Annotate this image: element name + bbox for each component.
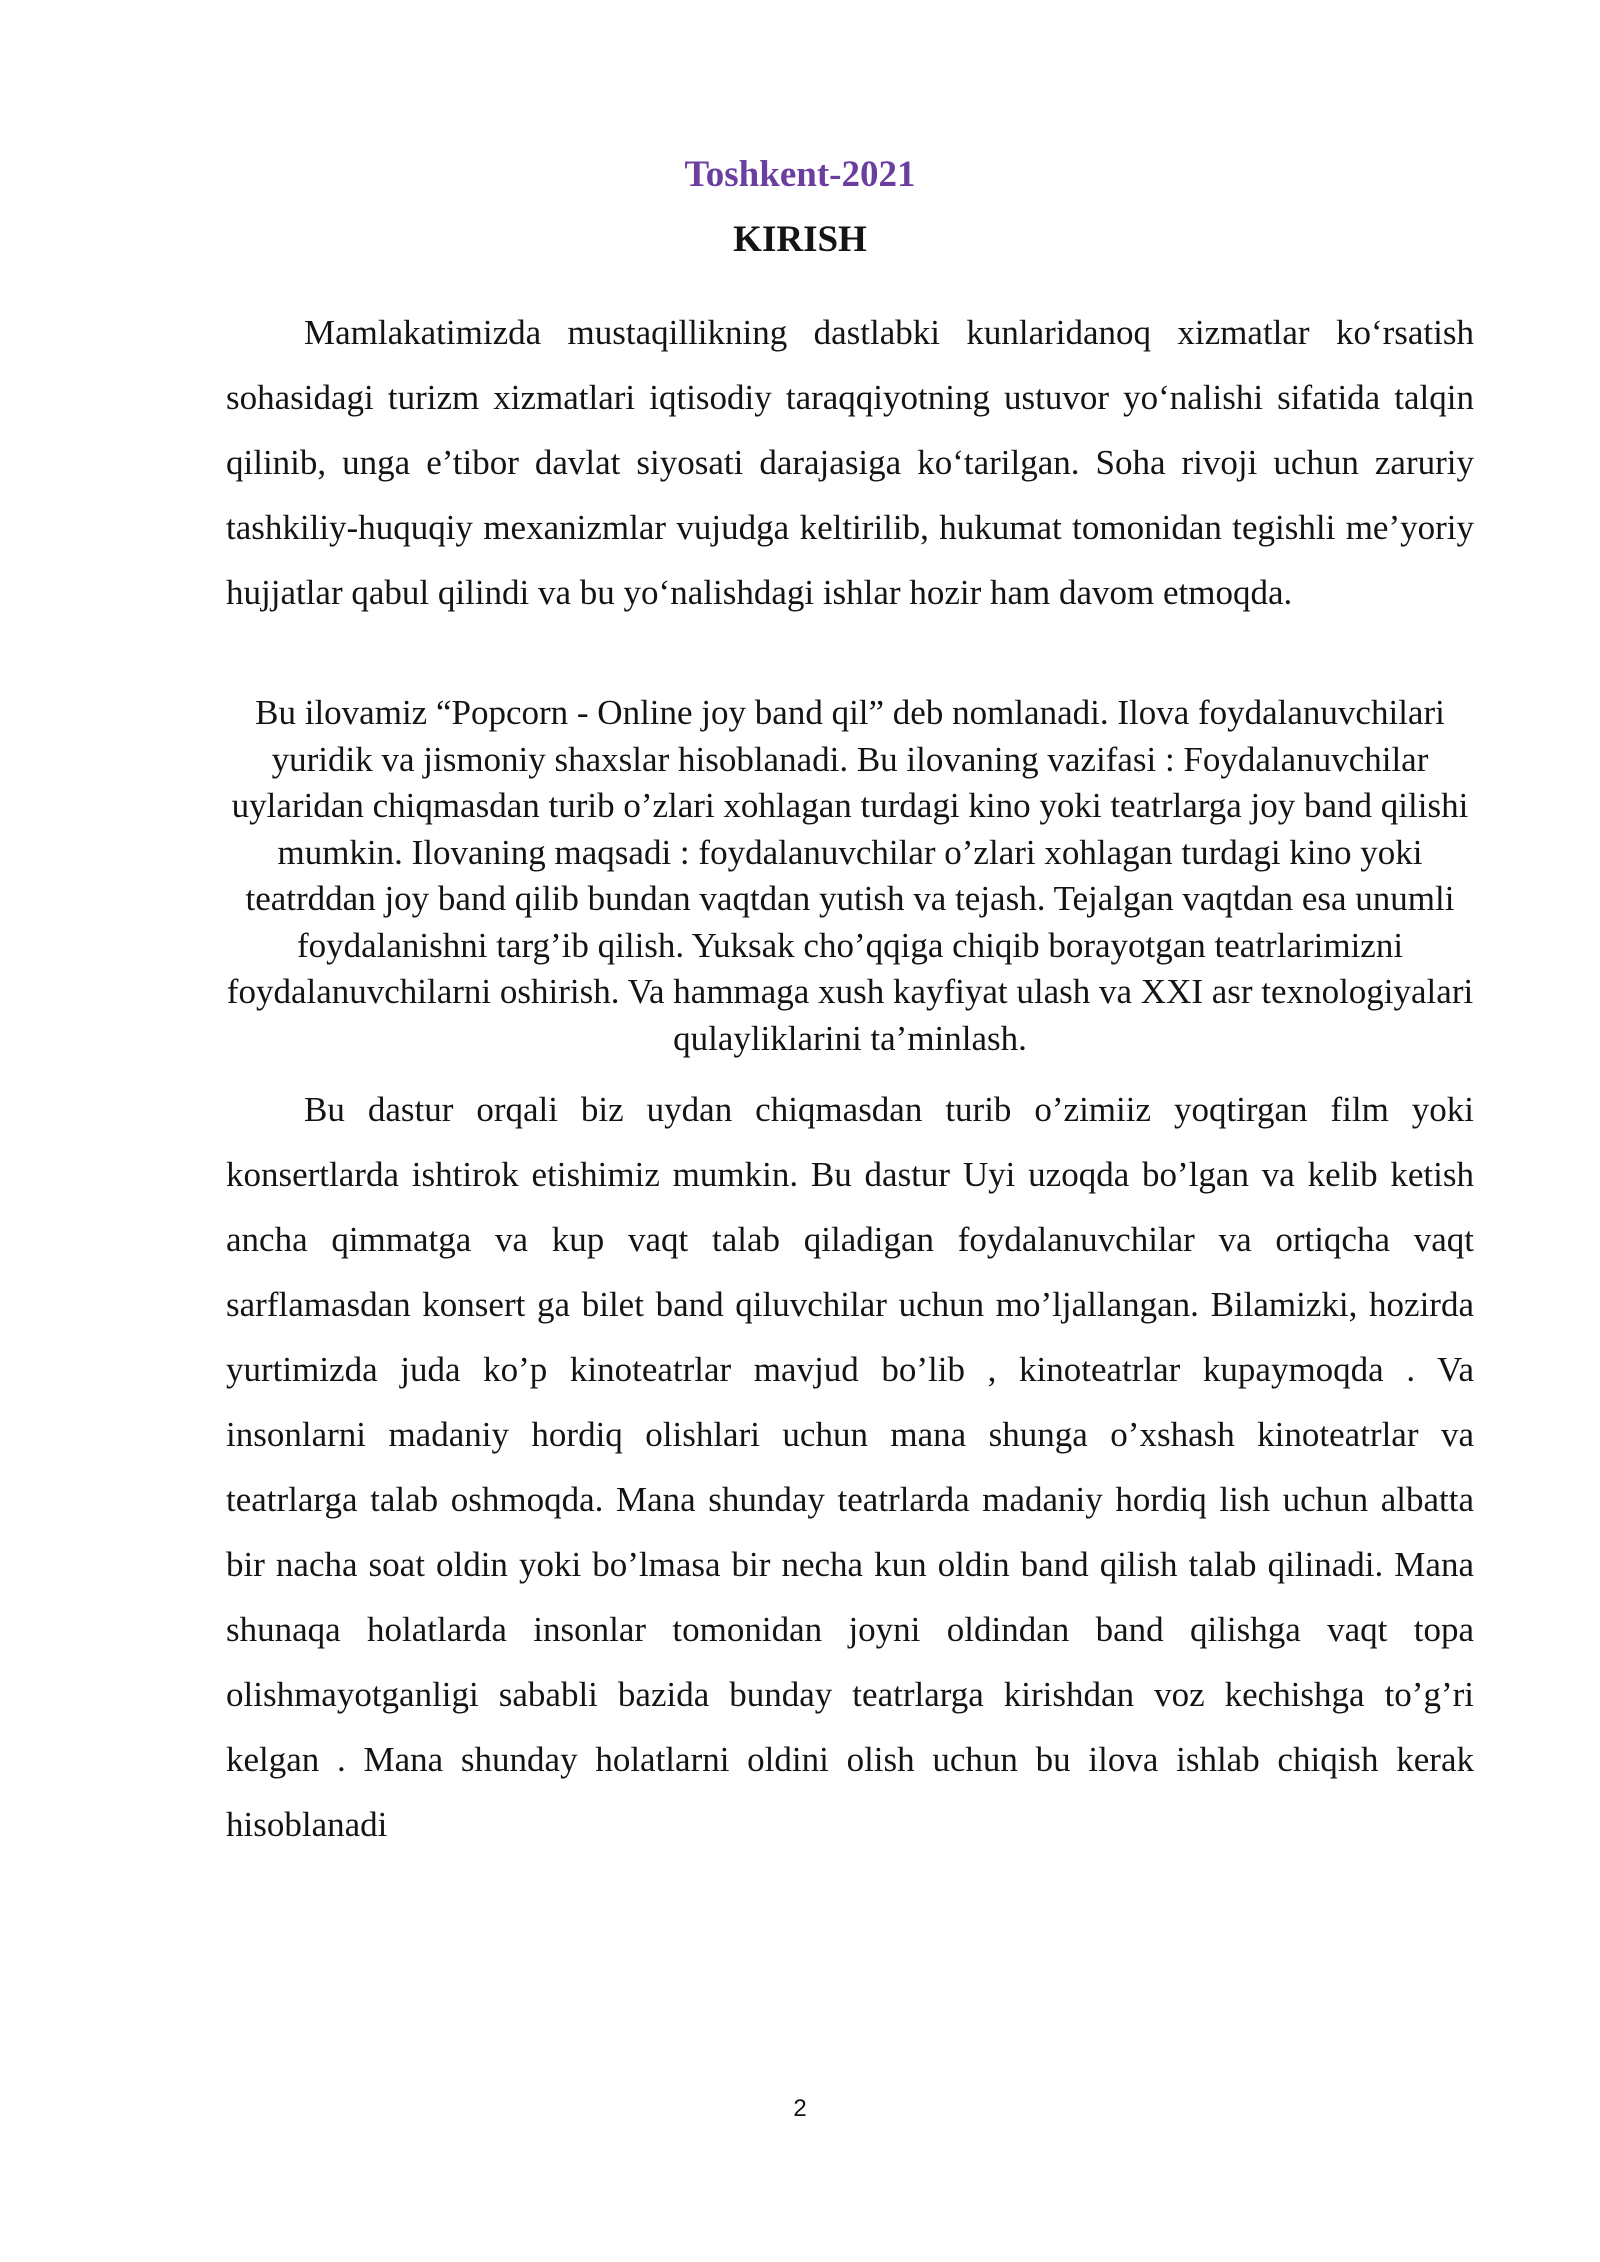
- city-year-heading: Toshkent-2021: [684, 154, 916, 195]
- page-number: 2: [793, 2095, 807, 2122]
- paragraph-intro: Mamlakatimizda mustaqillikning dastlabki kunlaridanoq xizmatlar ko‘rsatish sohasidagi turizm xizmatlari iqtisodiy taraqqiyotning ustuvor yo‘nalishi sifatida talqin qilinib, unga e’tibor davlat siyosati darajasiga ko‘tarilgan. Soha rivoji uchun zaruriy tashkiliy-huquqiy mexanizmlar vujudga keltirilib, hukumat tomonidan tegishli me’yoriy hujjatlar qabul qilindi va bu yo‘nalishdagi ishlar hozir ham davom etmoqda.: [226, 313, 1474, 612]
- paragraph-app-description: Bu ilovamiz “Popcorn - Online joy band qil” deb nomlanadi. Ilova foydalanuvchilari yuridik va jismoniy shaxslar hisoblanadi. Bu ilovaning vazifasi : Foydalanuvchilar uylaridan chiqmasdan turib o’zlari xohlagan turdagi kino yoki teatrlarga joy band qilishi mumkin. Ilovaning maqsadi : foydalanuvchilar o’zlari xohlagan turdagi kino yoki teatrddan joy band qilib bundan vaqtdan yutish va tejash. Tejalgan vaqtdan esa unumli foydalanishni targ’ib qilish. Yuksak cho’qqiga chiqib borayotgan teatrlarimizni foydalanuvchilarni oshirish. Va hammaga xush kayfiyat ulash va XXI asr texnologiyalari qulayliklarini ta’minlash.: [226, 693, 1474, 1058]
- section-title: KIRISH: [733, 219, 867, 260]
- paragraph-app-purpose: Bu dastur orqali biz uydan chiqmasdan turib o’zimiiz yoqtirgan film yoki konsertlarda ishtirok etishimiz mumkin. Bu dastur Uyi uzoqda bo’lgan va kelib ketish ancha qimmatga va kup vaqt talab qiladigan foydalanuvchilar va ortiqcha vaqt sarflamasdan konsert ga bilet band qiluvchilar uchun mo’ljallangan. Bilamizki, hozirda yurtimizda juda ko’p kinoteatrlar mavjud bo’lib , kinoteatrlar kupaymoqda . Va insonlarni madaniy hordiq olishlari uchun mana shunga o’xshash kinoteatrlar va teatrlarga talab oshmoqda. Mana shunday teatrlarda madaniy hordiq lish uchun albatta bir nacha soat oldin yoki bo’lmasa bir necha kun oldin band qilish talab qilinadi. Mana shunaqa holatlarda insonlar tomonidan joyni oldindan band qilishga vaqt topa olishmayotganligi sababli bazida bunday teatrlarga kirishdan voz kechishga to’g’ri kelgan . Mana shunday holatlarni oldini olish uchun bu ilova ishlab chiqish kerak hisoblanadi: [226, 1090, 1474, 1844]
